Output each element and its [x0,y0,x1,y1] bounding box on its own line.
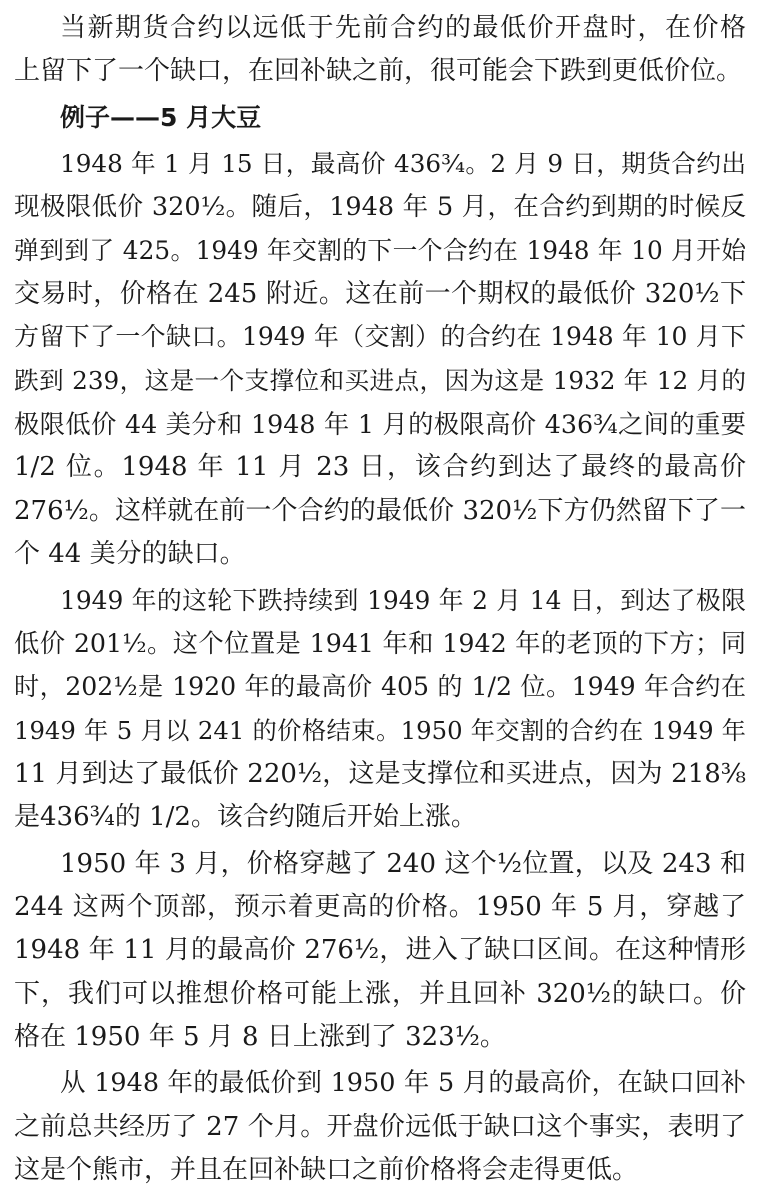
text-line: 弹到到了 425。1949 年交割的下一个合约在 1948 年 10 月开始 [14,236,746,265]
text-line: 244 这两个顶部，预示着更高的价格。1950 年 5 月，穿越了 [14,892,746,922]
text-line: 现极限低价 320½。随后，1948 年 5 月，在合约到期的时候反 [14,192,746,222]
text-line: 之前总共经历了 27 个月。开盘价远低于缺口这个事实，表明了 [14,1112,746,1142]
text-line: 1948 年 11 月的最高价 276½，进入了缺口区间。在这种情形 [14,935,746,965]
text-line: 1/2 位。1948 年 11 月 23 日，该合约到达了最终的最高价 [14,452,746,482]
text-line: 时，202½是 1920 年的最高价 405 的 1/2 位。1949 年合约在 [14,672,746,701]
text-line: 极限低价 44 美分和 1948 年 1 月的极限高价 436¾之间的重要 [14,409,746,439]
text-line: 跌到 239，这是一个支撑位和买进点，因为这是 1932 年 12 月的 [14,366,746,395]
text-line: 上留下了一个缺口，在回补缺之前，很可能会下跌到更低价位。 [14,56,743,86]
text-line: 1949 年的这轮下跌持续到 1949 年 2 月 14 日，到达了极限 [60,586,746,615]
text-line: 方留下了一个缺口。1949 年（交割）的合约在 1948 年 10 月下 [14,322,746,351]
text-line: 11 月到达了最低价 220½，这是支撑位和买进点，因为 218⅜ [14,759,746,789]
text-line: 下，我们可以推想价格可能上涨，并且回补 320½的缺口。价 [14,979,746,1009]
text-line: 1950 年 3 月，价格穿越了 240 这个½位置，以及 243 和 [60,849,746,879]
section-heading: 例子——5 月大豆 [60,103,262,132]
text-line: 276½。这样就在前一个合约的最低价 320½下方仍然留下了一 [14,496,746,526]
text-line: 当新期货合约以远低于先前合约的最低价开盘时，在价格 [60,13,746,43]
text-line: 1949 年 5 月以 241 的价格结束。1950 年交割的合约在 1949 年 [14,716,746,745]
text-line: 个 44 美分的缺口。 [14,539,246,569]
text-line: 格在 1950 年 5 月 8 日上涨到了 323½。 [14,1022,506,1052]
text-line: 从 1948 年的最低价到 1950 年 5 月的最高价，在缺口回补 [60,1068,746,1098]
text-line: 是436¾的 1/2。该合约随后开始上涨。 [14,802,477,832]
text-line: 低价 201½。这个位置是 1941 年和 1942 年的老顶的下方；同 [14,629,746,658]
text-line: 交易时，价格在 245 附近。这在前一个期权的最低价 320½下 [14,279,746,309]
text-line: 这是个熊市，并且在回补缺口之前价格将会走得更低。 [14,1155,639,1185]
text-line: 1948 年 1 月 15 日，最高价 436¾。2 月 9 日，期货合约出 [60,149,746,178]
